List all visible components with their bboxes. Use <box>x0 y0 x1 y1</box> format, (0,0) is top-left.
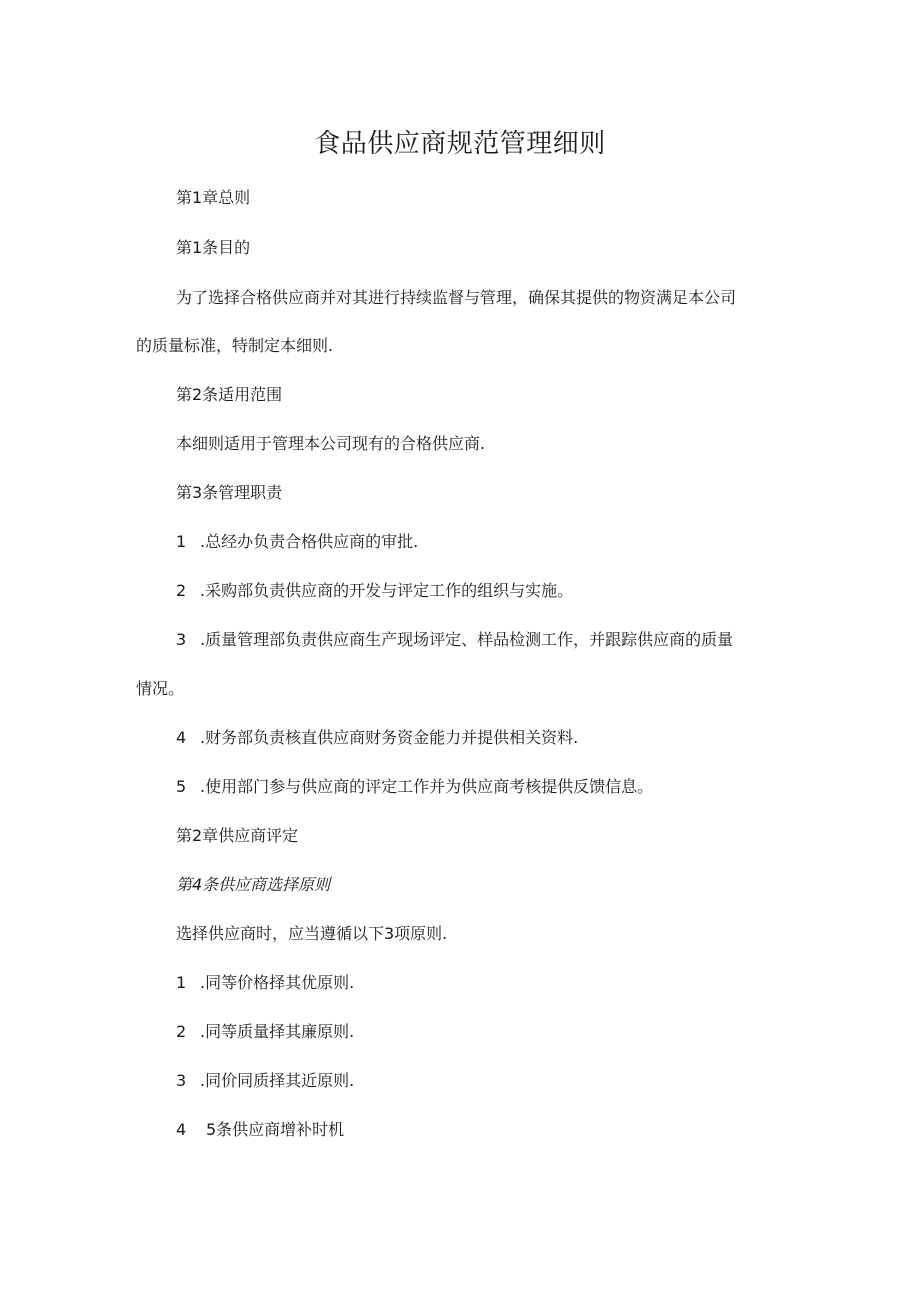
list-number: 4 <box>176 1120 187 1139</box>
article-heading: 第2条适用范围 <box>176 385 283 404</box>
list-item <box>176 579 573 603</box>
list-number: 5 <box>176 777 187 796</box>
list-text: .同等价格择其优原则. <box>200 973 355 992</box>
paragraph-line: 情况。 <box>136 679 185 698</box>
list-item <box>176 628 733 652</box>
document-title: 食品供应商规范管理细则 <box>314 129 606 159</box>
list-item <box>176 775 653 799</box>
list-number: 2 <box>176 1022 187 1041</box>
list-item <box>176 1020 354 1044</box>
list-text: .采购部负责供应商的开发与评定工作的组织与实施。 <box>200 581 574 600</box>
paragraph-line: 为了选择合格供应商并对其进行持续监督与管理，确保其提供的物资满足本公司 <box>176 288 737 307</box>
list-text: 5条供应商增补时机 <box>206 1120 345 1139</box>
list-number: 1 <box>176 532 187 551</box>
list-number: 3 <box>176 630 187 649</box>
list-item <box>176 1118 344 1142</box>
list-number: 2 <box>176 581 187 600</box>
list-item <box>176 1069 354 1093</box>
paragraph-line: 本细则适用于管理本公司现有的合格供应商. <box>176 434 486 453</box>
article-heading: 第1条目的 <box>176 238 251 257</box>
list-text: .同等质量择其廉原则. <box>200 1022 355 1041</box>
article-heading: 第4条供应商选择原则 <box>176 875 331 894</box>
article-heading: 第3条管理职责 <box>176 483 283 502</box>
list-text: .同价同质择其近原则. <box>200 1071 355 1090</box>
list-item <box>176 726 578 750</box>
list-text: .财务部负责核直供应商财务资金能力并提供相关资料. <box>200 728 579 747</box>
list-text: .使用部门参与供应商的评定工作并为供应商考核提供反馈信息。 <box>200 777 654 796</box>
chapter-heading: 第2章供应商评定 <box>176 826 299 845</box>
list-number: 3 <box>176 1071 187 1090</box>
list-number: 1 <box>176 973 187 992</box>
chapter-heading: 第1章总则 <box>176 188 251 207</box>
paragraph-line: 选择供应商时，应当遵循以下3项原则. <box>176 924 448 943</box>
list-item <box>176 971 354 995</box>
paragraph-line: 的质量标准，特制定本细则. <box>136 336 334 355</box>
list-text: .质量管理部负责供应商生产现场评定、样品检测工作，并跟踪供应商的质量 <box>200 630 734 649</box>
list-item <box>176 530 418 554</box>
list-number: 4 <box>176 728 187 747</box>
list-text: .总经办负责合格供应商的审批. <box>200 532 419 551</box>
